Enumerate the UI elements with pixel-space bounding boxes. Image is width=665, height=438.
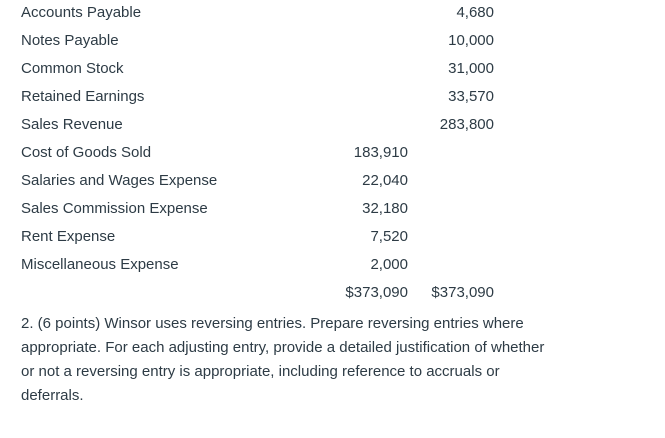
credit-amount: 283,800 [439,116,494,133]
table-row [0,139,665,167]
account-name: Retained Earnings [21,88,145,105]
debit-amount: 183,910 [353,144,408,161]
account-name: Sales Revenue [21,116,123,133]
table-row [0,167,665,195]
account-name: Accounts Payable [21,4,142,21]
account-name: Miscellaneous Expense [21,256,179,273]
credit-amount: 33,570 [448,88,494,105]
credit-amount: 4,680 [456,4,494,21]
account-name: Notes Payable [21,32,119,49]
credit-amount: 10,000 [448,32,494,49]
debit-amount: 32,180 [362,200,408,217]
table-row [0,55,665,83]
totals-row [0,279,665,307]
table-row [0,83,665,111]
account-name: Sales Commission Expense [21,200,208,217]
account-name: Common Stock [21,60,124,77]
table-row [0,0,665,27]
account-name: Rent Expense [21,228,116,245]
table-row [0,195,665,223]
table-row [0,251,665,279]
credit-total: $373,090 [431,284,494,301]
question-text: 2. (6 points) Winsor uses reversing entries. Prepare reversing entries where appropriate. For each adjusting entry, provide a detailed justification of whether or not a reversing entry is appropriate, including reference to accruals or deferrals. [21,315,545,404]
credit-amount: 31,000 [448,60,494,77]
account-name: Cost of Goods Sold [21,144,152,161]
debit-amount: 2,000 [370,256,408,273]
debit-amount: 22,040 [362,172,408,189]
table-row [0,223,665,251]
table-row [0,27,665,55]
account-name: Salaries and Wages Expense [21,172,218,189]
debit-amount: 7,520 [370,228,408,245]
table-row [0,111,665,139]
debit-total: $373,090 [345,284,408,301]
